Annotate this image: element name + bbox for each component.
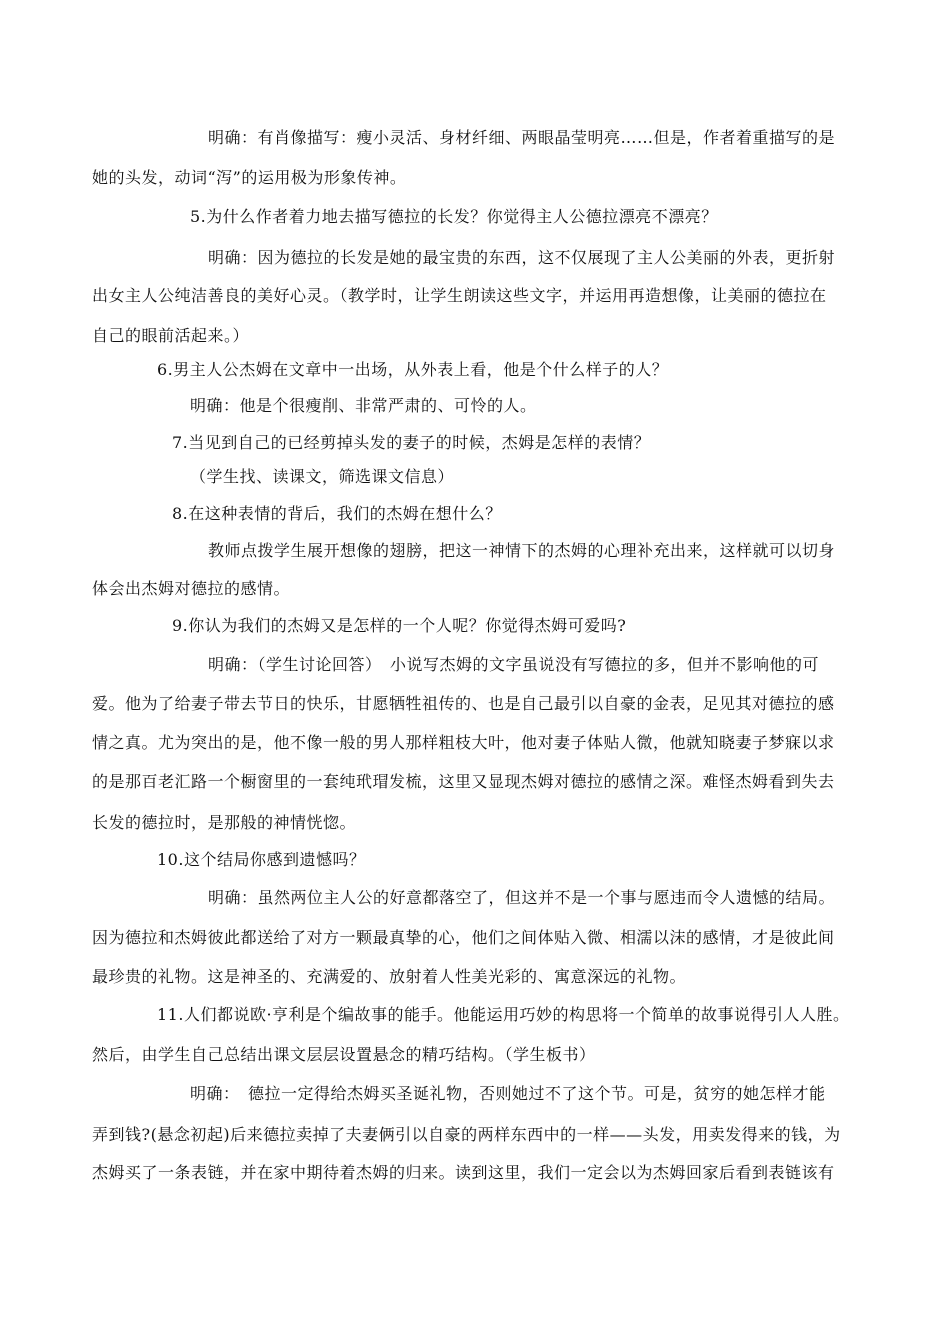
text-line: 情之真。尤为突出的是，他不像一般的男人那样粗枝大叶，他对妻子体贴人微，他就知晓妻子梦寐以求 [92, 733, 835, 752]
text-line: 因为德拉和杰姆彼此都送给了对方一颗最真挚的心，他们之间体贴入微、相濡以沫的感情，才是彼此间 [92, 928, 835, 947]
text-line: 教师点拨学生展开想像的翅膀，把这一神情下的杰姆的心理补充出来，这样就可以切身 [208, 541, 836, 560]
text-line: 明确：他是个很瘦削、非常严肃的、可怜的人。 [190, 396, 537, 415]
text-line: 出女主人公纯洁善良的美好心灵。（教学时，让学生朗读这些文字，并运用再造想像，让美丽的德拉在 [92, 286, 827, 305]
text-line: 明确：有肖像描写：瘦小灵活、身材纤细、两眼晶莹明亮……但是，作者着重描写的是 [208, 128, 836, 147]
text-line: 长发的德拉时，是那般的神情恍惚。 [92, 813, 357, 832]
question-8: 8.在这种表情的背后，我们的杰姆在想什么？ [172, 504, 502, 523]
question-6: 6.男主人公杰姆在文章中一出场，从外表上看，他是个什么样子的人？ [157, 360, 669, 379]
text-line: 明确：虽然两位主人公的好意都落空了，但这并不是一个事与愿违而令人遗憾的结局。 [208, 888, 836, 907]
text-line: 明确：因为德拉的长发是她的最宝贵的东西，这不仅展现了主人公美丽的外表，更折射 [208, 248, 836, 267]
text-line: 爱。他为了给妻子带去节日的快乐，甘愿牺牲祖传的、也是自己最引以自豪的金表，足见其对德拉的感 [92, 694, 835, 713]
text-line: 然后，由学生自己总结出课文层层设置悬念的精巧结构。（学生板书） [92, 1045, 596, 1064]
text-line: 明确： 德拉一定得给杰姆买圣诞礼物，否则她过不了这个节。可是，贫穷的她怎样才能 [190, 1084, 826, 1103]
text-line: （学生找、读课文，筛选课文信息） [190, 467, 455, 486]
question-5: 5.为什么作者着力地去描写德拉的长发？你觉得主人公德拉漂亮不漂亮？ [190, 207, 718, 226]
question-9: 9.你认为我们的杰姆又是怎样的一个人呢？你觉得杰姆可爱吗? [172, 616, 627, 635]
text-line: 的是那百老汇路一个橱窗里的一套纯玳瑁发梳，这里又显现杰姆对德拉的感情之深。难怪杰姆看到失去 [92, 772, 835, 791]
text-line: 最珍贵的礼物。这是神圣的、充满爱的、放射着人性美光彩的、寓意深远的礼物。 [92, 967, 687, 986]
text-line: 自己的眼前活起来。） [92, 326, 250, 345]
text-line: 杰姆买了一条表链，并在家中期待着杰姆的归来。读到这里，我们一定会以为杰姆回家后看到表链该有 [92, 1163, 835, 1182]
question-11: 11.人们都说欧·亨利是个编故事的能手。他能运用巧妙的构思将一个简单的故事说得引人人胜。 [157, 1005, 850, 1024]
question-10: 10.这个结局你感到遗憾吗？ [157, 850, 366, 869]
text-line: 体会出杰姆对德拉的感情。 [92, 579, 291, 598]
text-line: 弄到钱?(悬念初起)后来德拉卖掉了夫妻俩引以自豪的两样东西中的一样——头发，用卖发得来的钱，为 [92, 1125, 841, 1144]
text-line: 明确：（学生讨论回答） 小说写杰姆的文字虽说没有写德拉的多，但并不影响他的可 [208, 655, 820, 674]
question-7: 7.当见到自己的已经剪掉头发的妻子的时候，杰姆是怎样的表情？ [172, 433, 651, 452]
text-line: 她的头发，动词“泻”的运用极为形象传神。 [92, 168, 407, 187]
